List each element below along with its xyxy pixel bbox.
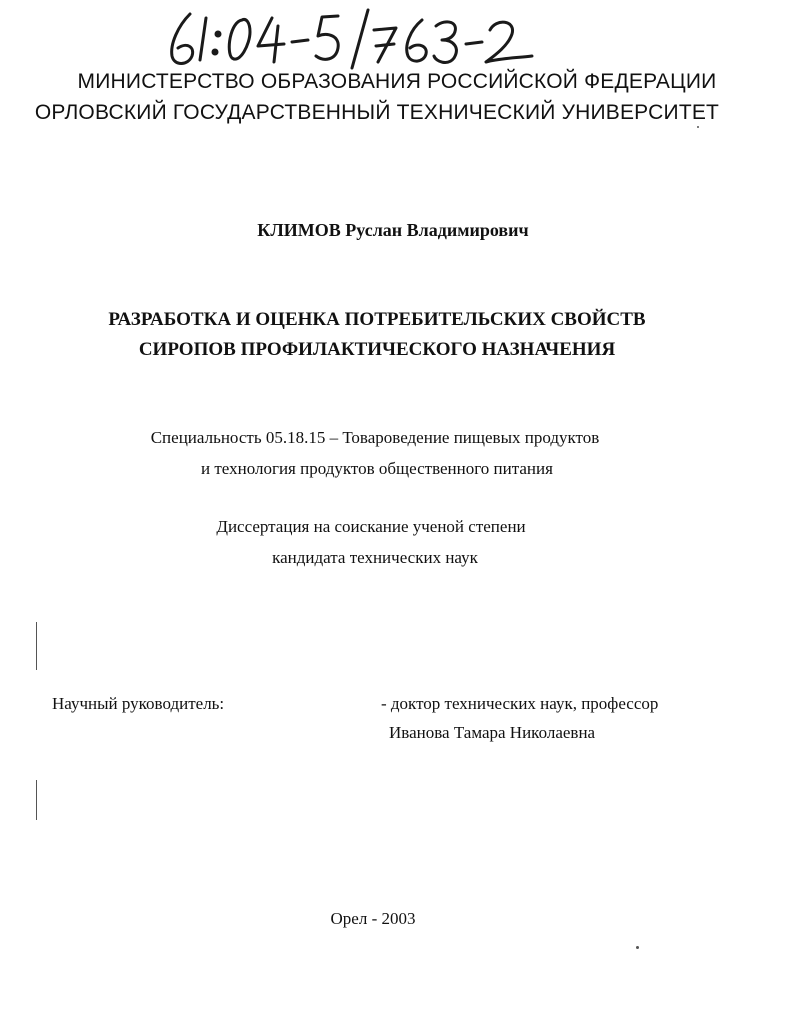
supervisor-name: Иванова Тамара Николаевна <box>389 723 596 742</box>
scan-dot <box>636 946 639 949</box>
university-name: ОРЛОВСКИЙ ГОСУДАРСТВЕННЫЙ ТЕХНИЧЕСКИЙ УНИВЕРСИТЕТ <box>34 101 720 124</box>
supervisor-degree: - доктор технических наук, профессор <box>381 694 659 713</box>
supervisor-label: Научный руководитель: <box>52 694 225 713</box>
ministry-name: МИНИСТЕРСТВО ОБРАЗОВАНИЯ РОССИЙСКОЙ ФЕДЕРАЦИИ <box>77 70 717 93</box>
city-and-year: Орел - 2003 <box>330 909 416 928</box>
scan-margin-mark <box>36 622 37 670</box>
dissertation-title-line-1: РАЗРАБОТКА И ОЦЕНКА ПОТРЕБИТЕЛЬСКИХ СВОЙСТВ <box>108 309 646 330</box>
scan-dot <box>697 126 699 128</box>
degree-statement-line-1: Диссертация на соискание ученой степени <box>216 517 526 536</box>
handwritten-catalog-number <box>160 4 540 72</box>
dissertation-title-line-2: СИРОПОВ ПРОФИЛАКТИЧЕСКОГО НАЗНАЧЕНИЯ <box>138 339 616 360</box>
degree-statement-line-2: кандидата технических наук <box>272 548 478 567</box>
author-name: КЛИМОВ Руслан Владимирович <box>257 220 529 240</box>
scan-margin-mark <box>36 780 37 820</box>
specialty-line-1: Специальность 05.18.15 – Товароведение пищевых продуктов <box>150 428 600 447</box>
specialty-line-2: и технология продуктов общественного питания <box>201 459 553 478</box>
